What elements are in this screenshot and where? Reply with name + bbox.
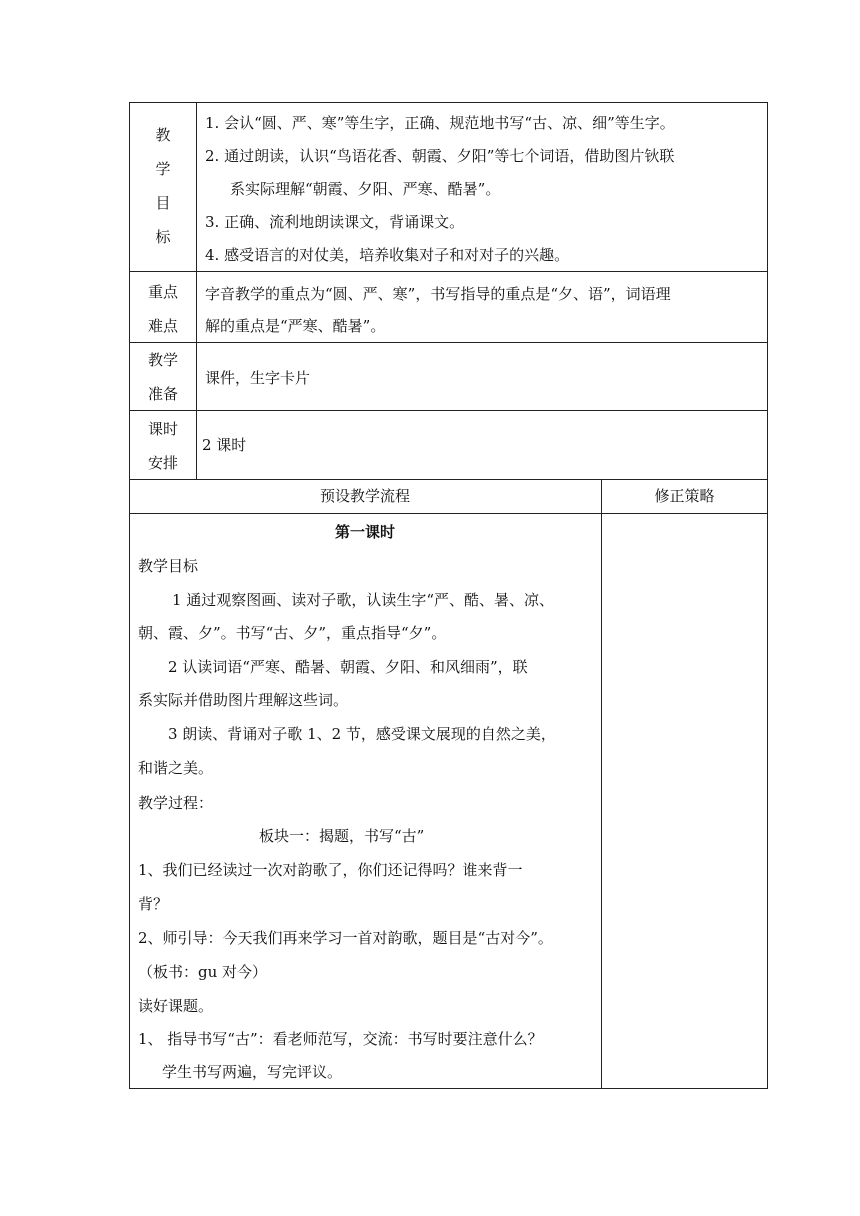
objective-item: 3. 正确、流利地朗读课文，背诵课文。 (205, 213, 465, 231)
flow-header-right: 修正策略 (654, 487, 715, 505)
objective-item: 系实际理解“朝霞、夕阳、严寒、酷暑”。 (230, 180, 501, 198)
row-divider (129, 479, 768, 480)
goal-line: 和谐之美。 (138, 759, 214, 777)
preparation-text: 课件，生字卡片 (205, 369, 311, 387)
goal-line: 3 朗读、背诵对子歌 1、2 节，感受课文展现的自然之美， (168, 725, 556, 743)
flow-header-left: 预设教学流程 (319, 487, 410, 505)
row-divider (129, 513, 768, 514)
goal-line: 系实际并借助图片理解这些词。 (138, 691, 349, 709)
block-title: 板块一：揭题，书写“古” (259, 827, 425, 845)
objective-item: 4. 感受语言的对仗美，培养收集对子和对对子的兴趣。 (205, 246, 570, 264)
row-divider (129, 342, 768, 343)
objectives-label: 教 学 目 标 (155, 126, 171, 246)
goal-line: 2 认读词语“严寒、酷暑、朝霞、夕阳、和风细雨”，联 (168, 658, 528, 676)
strategy-column-divider (601, 479, 602, 1089)
goal-heading: 教学目标 (138, 557, 199, 575)
schedule-label: 课时 安排 (147, 420, 178, 472)
process-line: 背？ (138, 895, 169, 913)
process-line: 1、 指导书写“古”：看老师范写，交流：书写时要注意什么？ (138, 1030, 543, 1048)
process-line: 学生书写两遍，写完评议。 (162, 1063, 343, 1081)
goal-line: 1 通过观察图画、读对子歌，认读生字“严、酷、暑、凉、 (172, 591, 554, 609)
row-divider (129, 271, 768, 272)
objective-item: 2. 通过朗读，认识“鸟语花香、朝霞、夕阳”等七个词语，借助图片钬联 (205, 147, 675, 165)
schedule-text: 2 课时 (202, 436, 247, 454)
key-points-label: 重点 难点 (147, 283, 178, 335)
row-divider (129, 410, 768, 411)
process-line: 1、我们已经读过一次对韵歌了，你们还记得吗？谁来背一 (138, 861, 523, 879)
process-line: 2、师引导：今天我们再来学习一首对韵歌，题目是“古对今”。 (138, 929, 553, 947)
label-column-divider (196, 102, 197, 479)
lesson-title: 第一课时 (334, 523, 395, 541)
process-heading: 教学过程： (138, 794, 214, 812)
preparation-label: 教学 准备 (147, 351, 178, 403)
key-points-text: 字音教学的重点为“圆、严、寒”，书写指导的重点是“夕、语”，词语理 (205, 285, 671, 303)
process-line: 读好课题。 (138, 997, 214, 1015)
key-points-text: 解的重点是“严寒、酷暑”。 (205, 317, 386, 335)
goal-line: 朝、霞、夕”。书写“古、夕”，重点指导“夕”。 (138, 624, 447, 642)
objective-item: 1. 会认“圆、严、寒”等生字，正确、规范地书写“古、凉、细”等生字。 (205, 114, 675, 132)
process-line: （板书：gu 对今） (138, 963, 268, 981)
